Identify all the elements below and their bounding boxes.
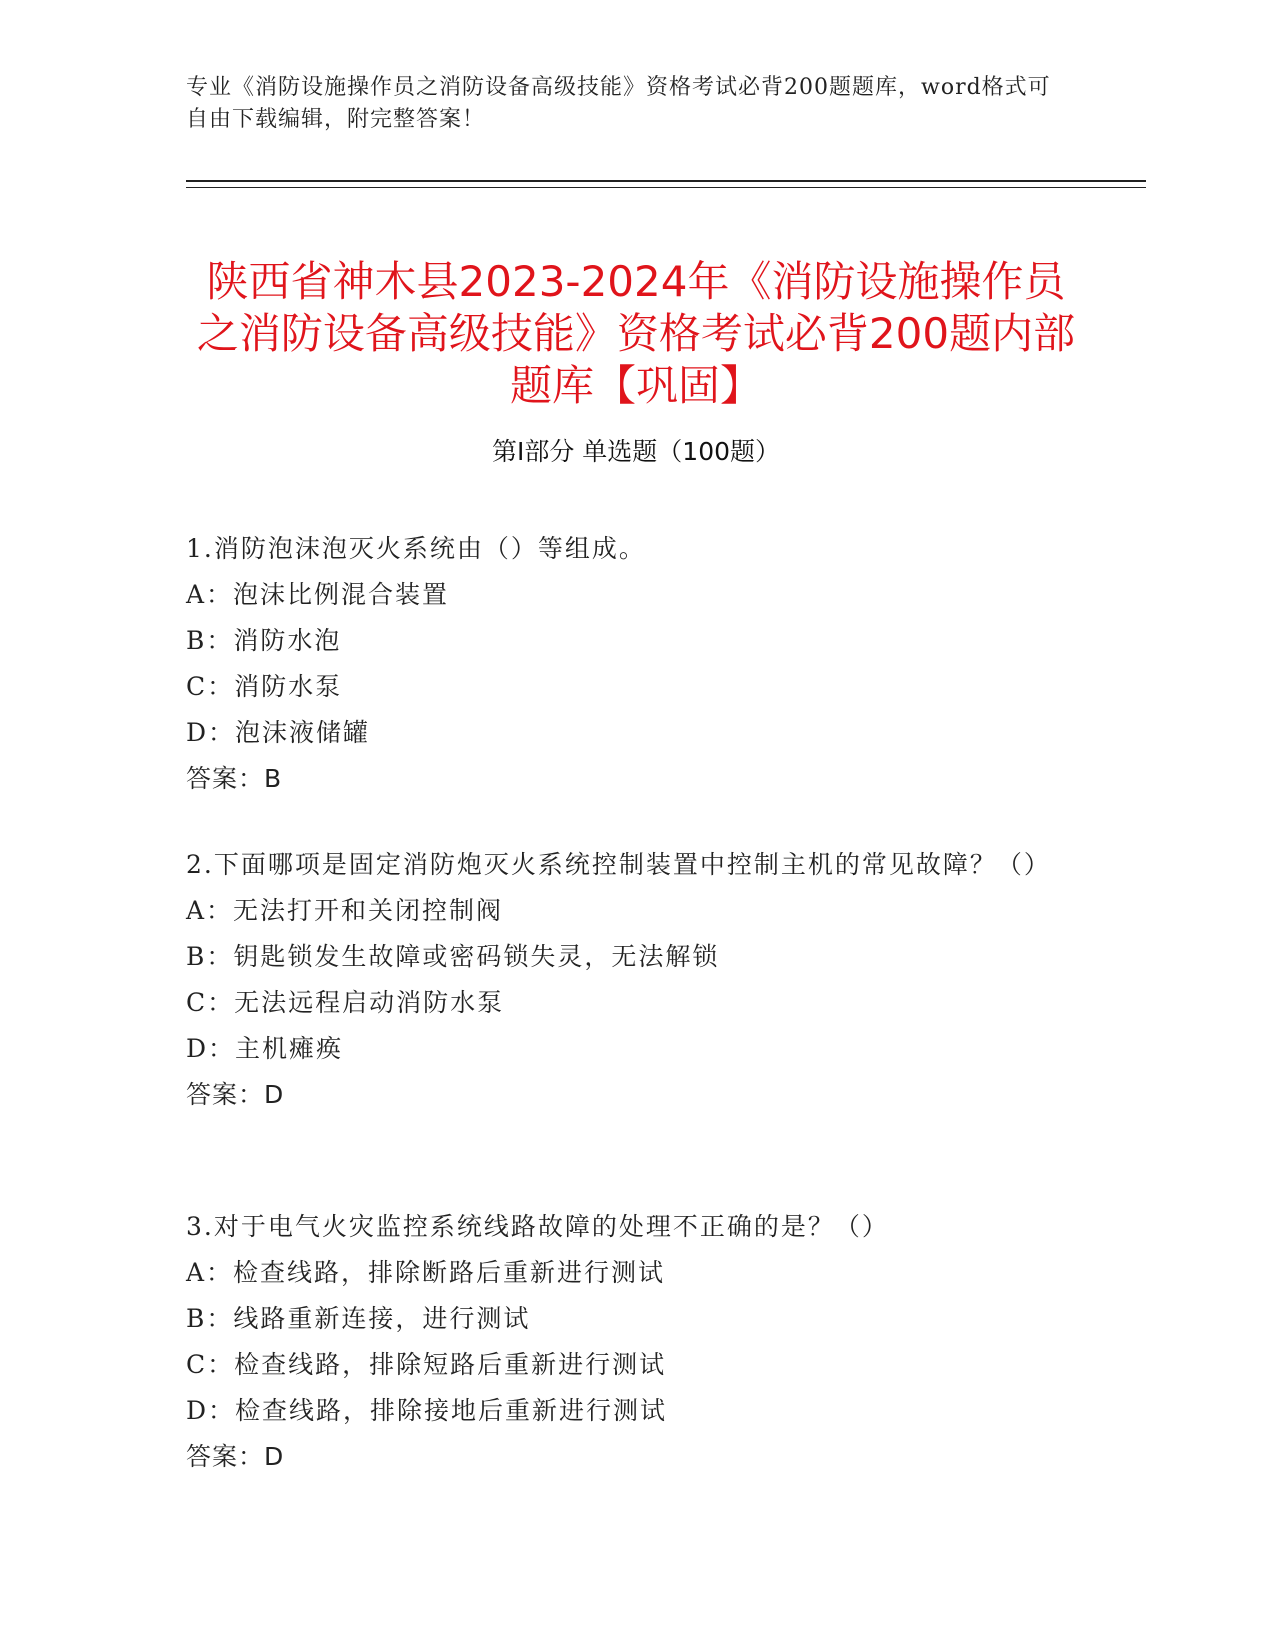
header-divider-thin: [186, 187, 1146, 188]
option-a: A：检查线路，排除断路后重新进行测试: [186, 1258, 666, 1287]
option-a: A：泡沫比例混合装置: [186, 580, 450, 609]
answer-line: [186, 1072, 1066, 1118]
option-b: B：消防水泡: [186, 626, 342, 655]
section-title: 第I部分 单选题（100题）: [491, 437, 781, 466]
option-b: B：线路重新连接，进行测试: [186, 1304, 531, 1333]
header-note: 专业《消防设施操作员之消防设备高级技能》资格考试必背200题题库，word格式可自由下载编辑，附完整答案！: [186, 75, 1051, 132]
answer-label: 答案：: [186, 764, 265, 793]
question-item: [186, 842, 1066, 1118]
answer-label: 答案：: [186, 1442, 265, 1471]
question-stem: 2.下面哪项是固定消防炮灭火系统控制装置中控制主机的常见故障？（）: [186, 850, 1051, 879]
answer-line: [186, 1434, 1066, 1480]
question-stem: 3.对于电气火灾监控系统线路故障的处理不正确的是？（）: [186, 1212, 889, 1241]
document-title: 陕西省神木县2023-2024年《消防设施操作员之消防设备高级技能》资格考试必背200题内部题库【巩固】: [196, 257, 1076, 411]
option-c: C：检查线路，排除短路后重新进行测试: [186, 1350, 667, 1379]
option-d: D：检查线路，排除接地后重新进行测试: [186, 1396, 668, 1425]
answer-label: 答案：: [186, 1080, 265, 1109]
option-c: C：消防水泵: [186, 672, 343, 701]
answer-line: [186, 756, 1066, 802]
question-item: [186, 526, 1066, 802]
option-b: B：钥匙锁发生故障或密码锁失灵，无法解锁: [186, 942, 720, 971]
option-a: A：无法打开和关闭控制阀: [186, 896, 504, 925]
question-item: [186, 1204, 1066, 1480]
question-stem: 1.消防泡沫泡灭火系统由（）等组成。: [186, 534, 646, 563]
option-c: C：无法远程启动消防水泵: [186, 988, 505, 1017]
answer-value: B: [264, 764, 283, 793]
header-divider-thick: [186, 180, 1146, 182]
answer-value: D: [264, 1080, 285, 1109]
option-d: D：主机瘫痪: [186, 1034, 344, 1063]
answer-value: D: [264, 1442, 285, 1471]
option-d: D：泡沫液储罐: [186, 718, 371, 747]
